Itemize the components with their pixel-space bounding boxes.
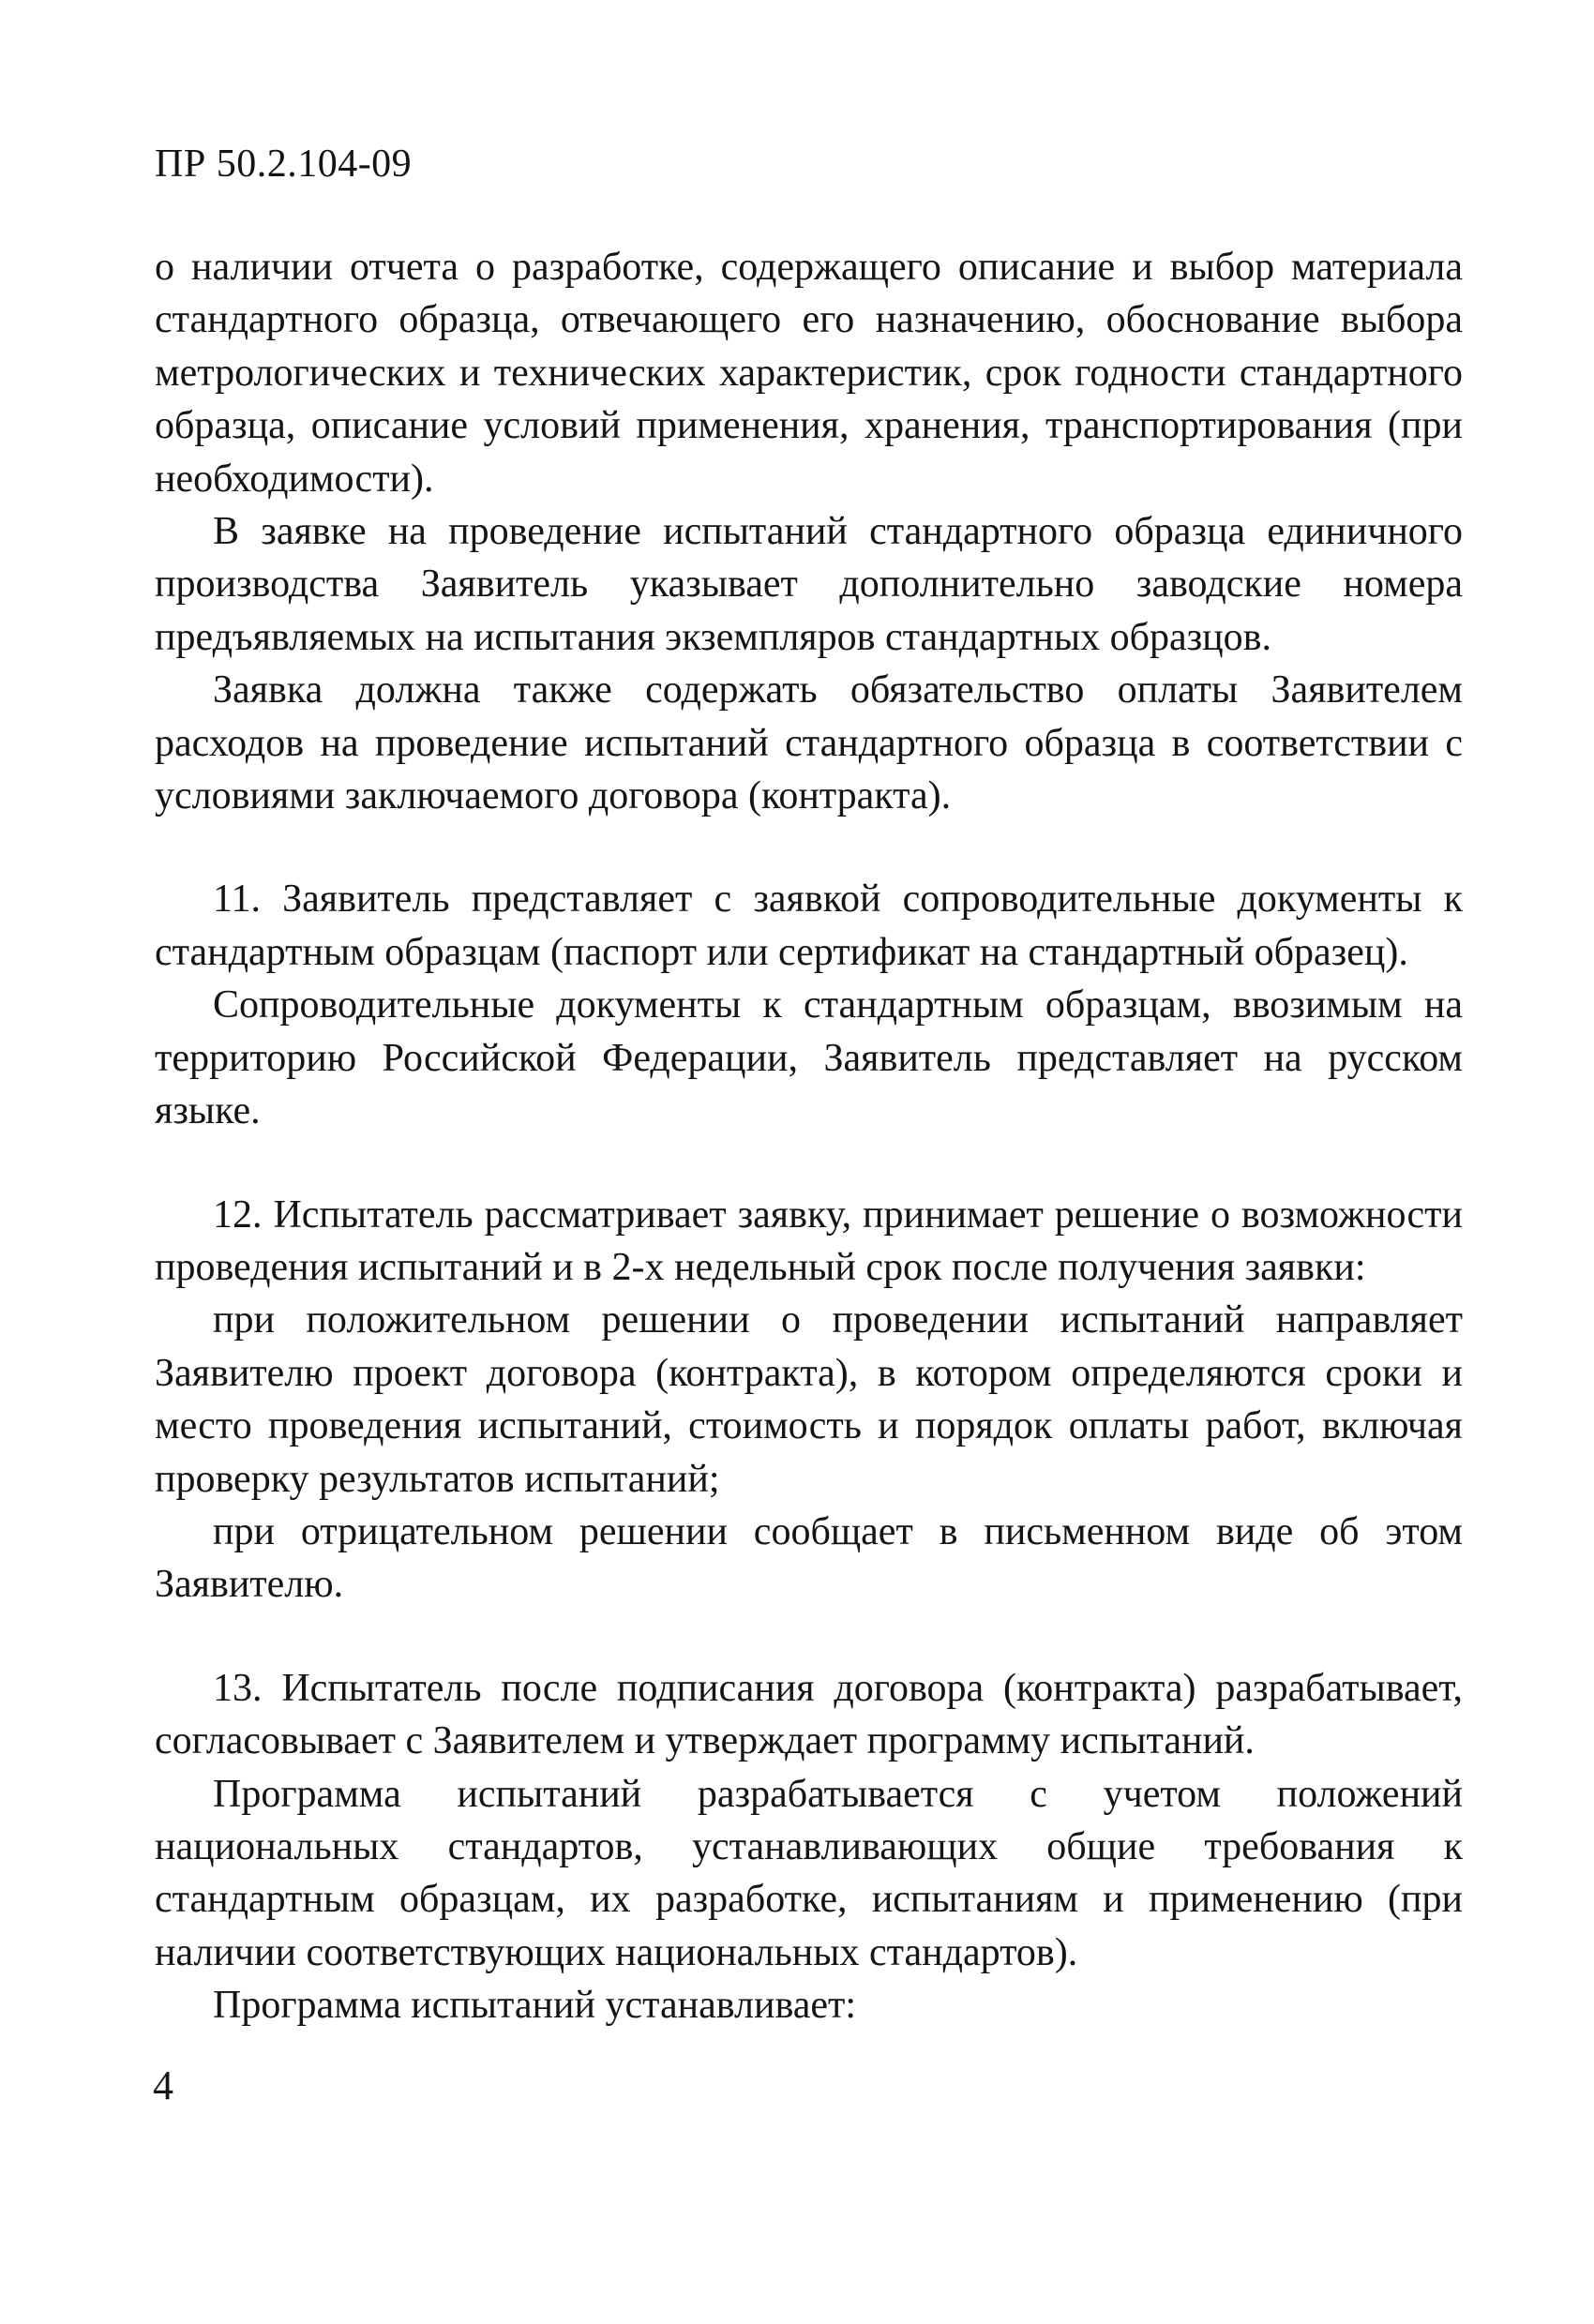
page-number: 4 (153, 2062, 173, 2108)
paragraph-negative-decision: при отрицательном решении сообщает в письменном виде об этом Заявителю. (155, 1509, 1463, 1607)
paragraph-payment-obligation: Заявка должна также содержать обязательство оплаты Заявителем расходов на проведение испытаний стандартного образца в соответствии с условиями заключаемого договора (контракта). (155, 668, 1463, 818)
document-body (155, 241, 1463, 2032)
paragraph-program-development: Программа испытаний разрабатывается с учетом положений национальных стандартов, устанавливающих общие требования к стандартным образцам, их разработке, испытаниям и применению (при наличии соответствующих национальных стандартов). (155, 1772, 1463, 1974)
paragraph-item-13: 13. Испытатель после подписания договора (контракта) разрабатывает, согласовывает с Заявителем и утверждает программу испытаний. (155, 1666, 1463, 1763)
document-code-header: ПР 50.2.104-09 (155, 142, 413, 186)
paragraph-item-11: 11. Заявитель представляет с заявкой сопроводительные документы к стандартным образцам (паспорт или сертификат на стандартный образец). (155, 877, 1463, 974)
paragraph-report-info: о наличии отчета о разработке, содержащего описание и выбор материала стандартного образца, отвечающего его назначению, обоснование выбора метрологических и технических характеристик, срок годности стандартного образца, описание условий применения, хранения, транспортирования (при необходимости). (155, 246, 1463, 501)
paragraph-item-12: 12. Испытатель рассматривает заявку, принимает решение о возможности проведения испытаний и в 2-х недельный срок после получения заявки: (155, 1192, 1463, 1289)
paragraph-single-production: В заявке на проведение испытаний стандартного образца единичного производства Заявитель указывает дополнительно заводские номера предъявляемых на испытания экземпляров стандартных образцов. (155, 510, 1463, 659)
paragraph-program-establishes: Программа испытаний устанавливает: (213, 1984, 857, 2028)
paragraph-positive-decision: при положительном решении о проведении испытаний направляет Заявителю проект договора (контракта), в котором определяются сроки и место проведения испытаний, стоимость и порядок оплаты работ, включая проверку результатов испытаний; (155, 1298, 1463, 1501)
paragraph-import-documents: Сопроводительные документы к стандартным образцам, ввозимым на территорию Российской Федерации, Заявитель представляет на русском языке. (155, 983, 1463, 1133)
